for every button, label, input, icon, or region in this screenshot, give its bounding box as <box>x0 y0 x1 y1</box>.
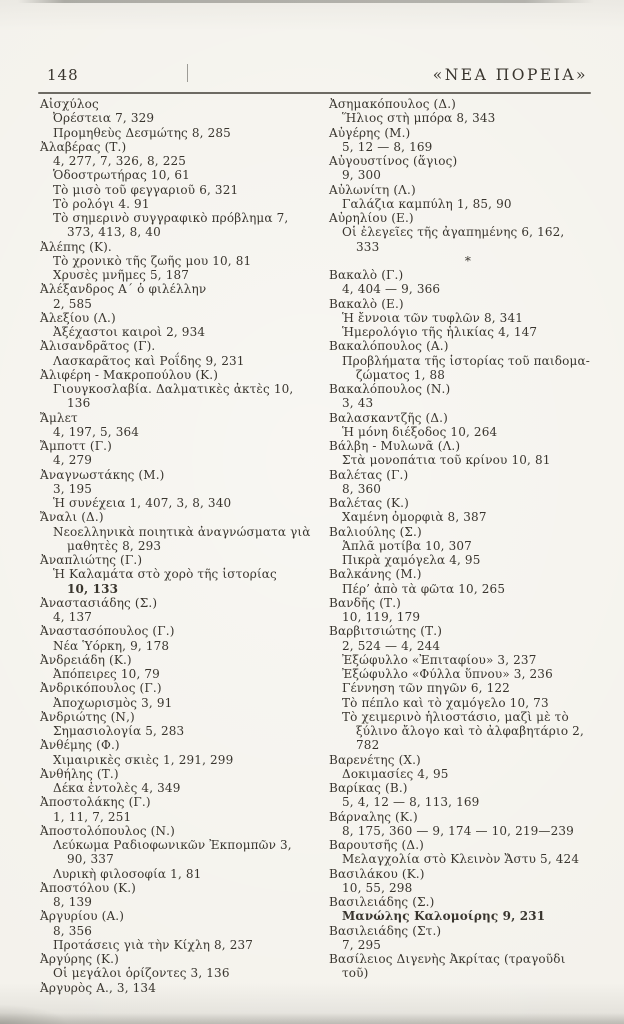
index-subentry: Νεοελληνικὰ ποιητικὰ ἀναγνώσματα γιὰ <box>53 524 311 539</box>
index-subentry: Δοκιμασίες 4, 95 <box>342 766 449 781</box>
index-subentry: 10, 133 <box>67 581 119 596</box>
index-subentry: Τὸ σημερινὸ συγγραφικὸ πρόβλημα 7, <box>53 211 289 225</box>
index-subentry: Μελαγχολία στὸ Κλεινὸν Ἄστυ 5, 424 <box>342 852 580 867</box>
index-subentry: 8, 175, 360 — 9, 174 — 10, 219—239 <box>342 823 574 838</box>
index-headword: Βακαλόπουλος (Α.) <box>329 339 449 354</box>
index-subentry: 2, 585 <box>53 296 93 311</box>
index-subentry: ξύλινο ἄλογο καὶ τὸ ἀλφαβητάριο 2, <box>356 724 584 738</box>
index-subentry: 10, 55, 298 <box>342 880 413 895</box>
index-subentry: 4, 404 — 9, 366 <box>342 282 441 297</box>
index-subentry: Ἀποχωρισμὸς 3, 91 <box>53 695 173 710</box>
index-headword: Ἀνδρικόπουλος (Γ.) <box>40 681 162 696</box>
index-subentry: Χιμαιρικὲς σκιὲς 1, 291, 299 <box>53 752 234 767</box>
index-subentry: Ἀξέχαστοι καιροὶ 2, 934 <box>53 325 206 339</box>
index-headword: Ἀργύρης (Κ.) <box>40 952 119 966</box>
index-subentry: Προμηθεὺς Δεσμώτης 8, 285 <box>53 125 231 140</box>
index-headword: Αὐγουστίνος (ἅγιος) <box>329 154 458 168</box>
journal-title: «ΝΕΑ ΠΟΡΕΙΑ» <box>432 66 588 84</box>
index-headword: Βακαλόπουλος (Ν.) <box>329 382 451 396</box>
index-subentry: Ἡμερολόγιο τῆς ἡλικίας 4, 147 <box>342 325 538 339</box>
index-subentry: Τὸ χρονικὸ τῆς ζωῆς μου 10, 81 <box>53 253 252 268</box>
index-subentry: 4, 279 <box>53 453 93 468</box>
index-headword: Βαρίκας (Β.) <box>329 781 408 795</box>
index-subentry: Χαμένη ὀμορφιὰ 8, 387 <box>342 510 487 525</box>
index-headword: Βαλκάνης (Μ.) <box>329 567 422 582</box>
index-headword: Ἀποστολάκης (Γ.) <box>40 795 151 810</box>
index-subentry: Ἐξώφυλλο «Ἐπιταφίου» 3, 237 <box>342 652 537 667</box>
index-subentry: Ἡ Καλαμάτα στὸ χορὸ τῆς ἱστορίας <box>53 567 277 582</box>
index-subentry: Νέα Ὑόρκη, 9, 178 <box>53 638 170 653</box>
index-subentry: Γαλάζια καμπύλη 1, 85, 90 <box>342 196 512 211</box>
index-subentry: 4, 137 <box>53 610 93 624</box>
index-subentry: 5, 12 — 8, 169 <box>342 139 433 154</box>
index-headword: Αὐγέρης (Μ.) <box>329 125 411 140</box>
index-subentry: Ἁπλᾶ μοτίβα 10, 307 <box>342 538 472 553</box>
index-subentry: Προτάσεις γιὰ τὴν Κίχλη 8, 237 <box>53 937 254 952</box>
index-headword: Ἀλισανδρᾶτος (Γ). <box>40 339 156 354</box>
index-subentry: Σημασιολογία 5, 283 <box>53 724 185 738</box>
index-headword: Ἀναγνωστάκης (Μ.) <box>40 467 165 482</box>
index-subentry: Ἡ ἔννοια τῶν τυφλῶν 8, 341 <box>342 310 524 325</box>
scan-edge-bottom <box>0 1013 624 1024</box>
index-subentry: μαθητὲς 8, 293 <box>67 538 162 553</box>
index-subentry: Δέκα ἐντολὲς 4, 349 <box>53 781 181 795</box>
index-subentry: 90, 337 <box>67 852 114 867</box>
page-number: 148 <box>47 66 79 84</box>
index-subentry: Λεύκωμα Ραδιοφωνικῶν Ἐκπομπῶν 3, <box>53 838 292 852</box>
index-subentry: Ἥλιος στὴ μπόρα 8, 343 <box>342 111 496 126</box>
index-headword: Ἀνθήλης (Τ.) <box>40 766 119 781</box>
index-subentry: Ὁδοστρωτήρας 10, 61 <box>53 168 190 183</box>
index-headword: Βακαλὸ (Ε.) <box>329 296 404 311</box>
index-headword: Βάρναλης (Κ.) <box>329 809 418 824</box>
index-headword: Ἀλεξίου (Λ.) <box>40 310 116 325</box>
header-rule <box>38 92 591 94</box>
index-subentry: Ἐξώφυλλο «Φύλλα ὕπνου» 3, 236 <box>342 667 553 681</box>
index-headword: Ἄμποττ (Γ.) <box>40 439 112 453</box>
index-headword: Αὐλωνίτη (Λ.) <box>329 182 416 197</box>
index-headword: Βασίλειος Διγενὴς Ἀκρίτας (τραγοῦδι <box>329 952 566 966</box>
index-subentry: Γέννηση τῶν πηγῶν 6, 122 <box>342 681 510 696</box>
index-subentry: 10, 119, 179 <box>342 610 421 624</box>
index-subentry: Στὰ μονοπάτια τοῦ κρίνου 10, 81 <box>342 453 551 468</box>
index-subentry: Γιουγκοσλαβία. Δαλματικὲς ἀκτὲς 10, <box>53 382 294 396</box>
index-subentry: Οἱ μεγάλοι ὁρίζοντες 3, 136 <box>53 966 230 981</box>
index-subentry: 8, 139 <box>53 895 93 909</box>
index-headword: Βακαλὸ (Γ.) <box>329 268 404 282</box>
index-headword: Βασιλειάδης (Σ.) <box>329 895 435 909</box>
index-subentry: Ἀπόπειρες 10, 79 <box>53 667 160 681</box>
index-subentry: 4, 197, 5, 364 <box>53 424 140 439</box>
index-subentry: Λασκαρᾶτος καὶ Ροΐδης 9, 231 <box>53 353 245 368</box>
index-headword: Βάλβη - Μυλωνᾶ (Λ.) <box>329 439 461 453</box>
page-header <box>47 66 588 84</box>
index-subentry: 8, 356 <box>53 923 93 938</box>
index-subentry: Πικρὰ χαμόγελα 4, 95 <box>342 553 481 567</box>
index-headword: Ἀποστολόπουλος (Ν.) <box>40 823 175 838</box>
index-subentry: Τὸ πέπλο καὶ τὸ χαμόγελο 10, 73 <box>342 695 549 710</box>
index-headword: Αὐρηλίου (Ε.) <box>329 211 414 225</box>
index-headword: Ἄναλι (Δ.) <box>40 510 104 525</box>
index-headword: Βαρενέτης (Χ.) <box>329 752 421 767</box>
index-subentry: 4, 277, 7, 326, 8, 225 <box>53 154 187 168</box>
index-headword: Ἀλέπης (Κ). <box>40 239 112 254</box>
index-subentry: Μανώλης Καλομοίρης 9, 231 <box>342 909 546 924</box>
index-headword: Ἀλέξανδρος Α΄ ὁ φιλέλλην <box>40 282 207 297</box>
index-subentry: τοῦ) <box>342 966 369 981</box>
index-headword: Βαλέτας (Γ.) <box>329 467 409 482</box>
index-headword: Ἀναστασόπουλος (Γ.) <box>40 624 175 639</box>
index-headword: Ἀσημακόπουλος (Δ.) <box>329 97 456 111</box>
index-headword: Ἀλαβέρας (Τ.) <box>40 139 127 154</box>
index-headword: Βαλέτας (Κ.) <box>329 496 409 510</box>
index-headword: Ἄμλετ <box>40 410 78 425</box>
index-subentry: Τὸ χειμερινὸ ἡλιοστάσιο, μαζὶ μὲ τὸ <box>342 709 569 724</box>
index-headword: Βαρουτσῆς (Δ.) <box>329 838 424 852</box>
index-right-column <box>329 97 607 981</box>
index-subentry: 782 <box>356 738 380 753</box>
index-headword: Ἀνθέμης (Φ.) <box>40 738 120 753</box>
index-headword: Ἀνδρειάδη (Κ.) <box>40 652 132 667</box>
index-subentry: Ἡ συνέχεια 1, 407, 3, 8, 340 <box>53 496 232 510</box>
index-subentry: Χρυσὲς μνῆμες 5, 187 <box>53 268 190 282</box>
scan-edge-top <box>18 0 594 3</box>
index-subentry: 136 <box>67 396 91 411</box>
index-headword: Βαρβιτσιώτης (Τ.) <box>329 624 443 639</box>
index-headword: Βασιλειάδης (Στ.) <box>329 923 442 938</box>
index-subentry: 7, 295 <box>342 937 382 952</box>
index-subentry: 5, 4, 12 — 8, 113, 169 <box>342 795 480 810</box>
index-subentry: Τὸ ρολόγι 4. 91 <box>53 196 150 211</box>
index-headword: Ἀλιφέρη - Μακροπούλου (Κ.) <box>40 367 219 382</box>
index-headword: Βασιλάκου (Κ.) <box>329 866 425 881</box>
index-subentry: Ὀρέστεια 7, 329 <box>53 111 155 126</box>
index-subentry: 2, 524 — 4, 244 <box>342 638 441 653</box>
index-headword: Βαλασκαντζῆς (Δ.) <box>329 410 448 425</box>
index-subentry: Προβλήματα τῆς ἱστορίας τοῦ παιδομα- <box>342 353 590 368</box>
index-headword: Ἀργυρὸς Α., 3, 134 <box>40 980 156 995</box>
scan-smudge-corner <box>0 998 90 1024</box>
index-subentry: Ἡ μόνη διέξοδος 10, 264 <box>342 424 498 439</box>
index-subentry: 373, 413, 8, 40 <box>67 225 161 240</box>
index-left-column <box>40 97 318 995</box>
index-subentry: 9, 300 <box>342 168 382 183</box>
index-headword: Ἀργυρίου (Α.) <box>40 909 125 924</box>
index-subentry: 1, 11, 7, 251 <box>53 809 132 824</box>
index-subentry: Οἱ ἐλεγεῖες τῆς ἀγαπημένης 6, 162, <box>342 225 565 240</box>
index-headword: Ἀναπλιώτης (Γ.) <box>40 553 143 567</box>
index-headword: Ἀνδριώτης (Ν,) <box>40 709 135 724</box>
index-subentry: 3, 195 <box>53 481 93 496</box>
index-headword: Βανδῆς (Τ.) <box>329 595 401 610</box>
index-headword: Βαλιούλης (Σ.) <box>329 524 422 539</box>
index-subentry: Πέρ’ ἀπὸ τὰ φῶτα 10, 265 <box>342 581 506 596</box>
index-subentry: Τὸ μισὸ τοῦ φεγγαριοῦ 6, 321 <box>53 182 239 197</box>
index-subentry: ζώματος 1, 88 <box>356 367 446 382</box>
index-subentry: 333 <box>356 239 380 254</box>
index-headword: Ἀναστασιάδης (Σ.) <box>40 595 158 610</box>
index-subentry: 3, 43 <box>342 396 374 411</box>
section-separator: * <box>464 253 472 268</box>
index-subentry: Λυρικὴ φιλοσοφία 1, 81 <box>53 866 202 881</box>
index-subentry: 8, 360 <box>342 481 382 496</box>
index-headword: Αἰσχύλος <box>40 97 99 111</box>
index-headword: Ἀποστόλου (Κ.) <box>40 880 137 895</box>
